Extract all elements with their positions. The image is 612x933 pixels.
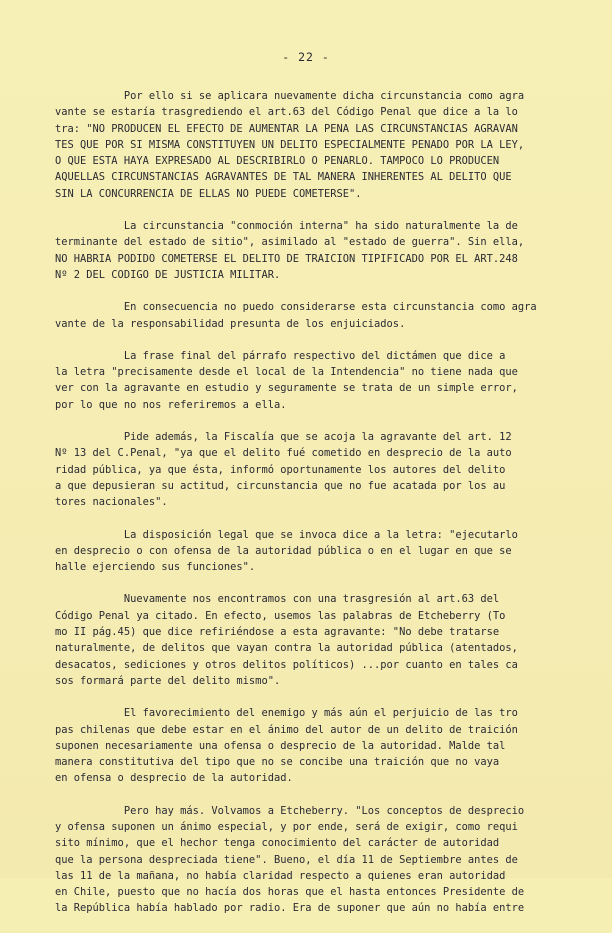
text-line: TES QUE POR SI MISMA CONSTITUYEN UN DELITO ESPECIALMENTE PENADO POR LA LEY, (55, 138, 525, 151)
text-line: desacatos, sediciones y otros delitos políticos) ...por cuanto en tales ca (55, 658, 518, 671)
text-line: halle ejerciendo sus funciones". (55, 561, 256, 574)
paragraph (55, 218, 570, 283)
text-line: O QUE ESTA HAYA EXPRESADO AL DESCRIBIRLO O PENARLO. TAMPOCO LO PRODUCEN (55, 155, 500, 168)
paragraph (55, 591, 570, 689)
text-line: suponen necesariamente una ofensa o desprecio de la autoridad. Malde tal (55, 739, 506, 752)
text-line: Por ello si se aplicara nuevamente dicha circunstancia como agra (55, 90, 525, 102)
text-line: Código Penal ya citado. En efecto, usemos las palabras de Etcheberry (To (55, 609, 506, 622)
paragraph (55, 803, 570, 917)
paragraph (55, 705, 570, 786)
text-line: La disposición legal que se invoca dice a la letra: "ejecutarlo (55, 528, 518, 541)
text-line: las 11 de la mañana, no había claridad respecto a quienes eran autoridad (55, 869, 506, 882)
text-line: ver con la agravante en estudio y seguramente se trata de un simple error, (55, 382, 518, 395)
text-line: Pide además, la Fiscalía que se acoja la agravante del art. 12 (55, 431, 512, 444)
text-line: La circunstancia "conmoción interna" ha sido naturalmente la de (55, 220, 518, 233)
text-line: en Chile, puesto que no hacía dos horas que el hasta entonces Presidente de (55, 886, 525, 899)
text-line: a que depusieran su actitud, circunstancia que no fue acatada por los au (55, 479, 506, 492)
paragraph (55, 429, 570, 510)
text-line: vante se estaría trasgrediendo el art.63 del Código Penal que dice a la lo (55, 106, 518, 119)
text-line: En consecuencia no puedo considerarse esta circunstancia como agra (55, 301, 537, 314)
text-line: NO HABRIA PODIDO COMETERSE EL DELITO DE TRAICION TIPIFICADO POR EL ART.248 (55, 252, 518, 265)
paragraph (55, 527, 570, 576)
text-line: vante de la responsabilidad presunta de los enjuiciados. (55, 317, 406, 330)
body-text (55, 88, 570, 933)
text-line: tores nacionales". (55, 496, 168, 509)
text-line: Nº 13 del C.Penal, "ya que el delito fué cometido en desprecio de la auto (55, 447, 512, 460)
text-line: SIN LA CONCURRENCIA DE ELLAS NO PUEDE COMETERSE". (55, 187, 362, 200)
text-line: Nuevamente nos encontramos con una trasgresión al art.63 del (55, 593, 500, 606)
text-line: Nº 2 DEL CODIGO DE JUSTICIA MILITAR. (55, 268, 281, 281)
text-line: La frase final del párrafo respectivo del dictámen que dice a (55, 349, 506, 362)
text-line: la letra "precisamente desde el local de la Intendencia" no tiene nada que (55, 366, 518, 379)
paragraph (55, 88, 570, 202)
text-line: El favorecimiento del enemigo y más aún el perjuicio de las tro (55, 707, 518, 720)
text-line: la República había hablado por radio. Era de suponer que aún no había entre (55, 902, 525, 915)
text-line: por lo que no nos referiremos a ella. (55, 398, 287, 411)
paragraph (55, 348, 570, 413)
text-line: mo II pág.45) que dice refiriéndose a esta agravante: "No debe tratarse (55, 626, 500, 639)
text-line: Pero hay más. Volvamos a Etcheberry. "Los conceptos de desprecio (55, 804, 525, 817)
text-line: en desprecio o con ofensa de la autoridad pública o en el lugar en que se (55, 544, 512, 557)
text-line: naturalmente, de delitos que vayan contra la autoridad pública (atentados, (55, 642, 518, 655)
text-line: y ofensa suponen un ánimo especial, y por ende, será de exigir, como requi (55, 820, 518, 833)
text-line: tra: "NO PRODUCEN EL EFECTO DE AUMENTAR LA PENA LAS CIRCUNSTANCIAS AGRAVAN (55, 122, 518, 135)
text-line: manera constitutiva del tipo que no se concibe una traición que no vaya (55, 756, 500, 769)
text-line: pas chilenas que debe estar en el ánimo del autor de un delito de traición (55, 723, 518, 736)
text-line: ridad pública, ya que ésta, informó oportunamente los autores del delito (55, 463, 506, 476)
paragraph (55, 299, 570, 332)
text-line: sos formará parte del delito mismo". (55, 674, 281, 687)
text-line: que la persona despreciada tiene". Bueno, el día 11 de Septiembre antes de (55, 853, 518, 866)
text-line: sito mínimo, que el hechor tenga conocimiento del carácter de autoridad (55, 837, 500, 850)
text-line: AQUELLAS CIRCUNSTANCIAS AGRAVANTES DE TAL MANERA INHERENTES AL DELITO QUE (55, 171, 512, 184)
text-line: en ofensa o desprecio de la autoridad. (55, 772, 293, 785)
text-line: terminante del estado de sitio", asimilado al "estado de guerra". Sin ella, (55, 236, 525, 249)
page-number: - 22 - (282, 50, 330, 64)
